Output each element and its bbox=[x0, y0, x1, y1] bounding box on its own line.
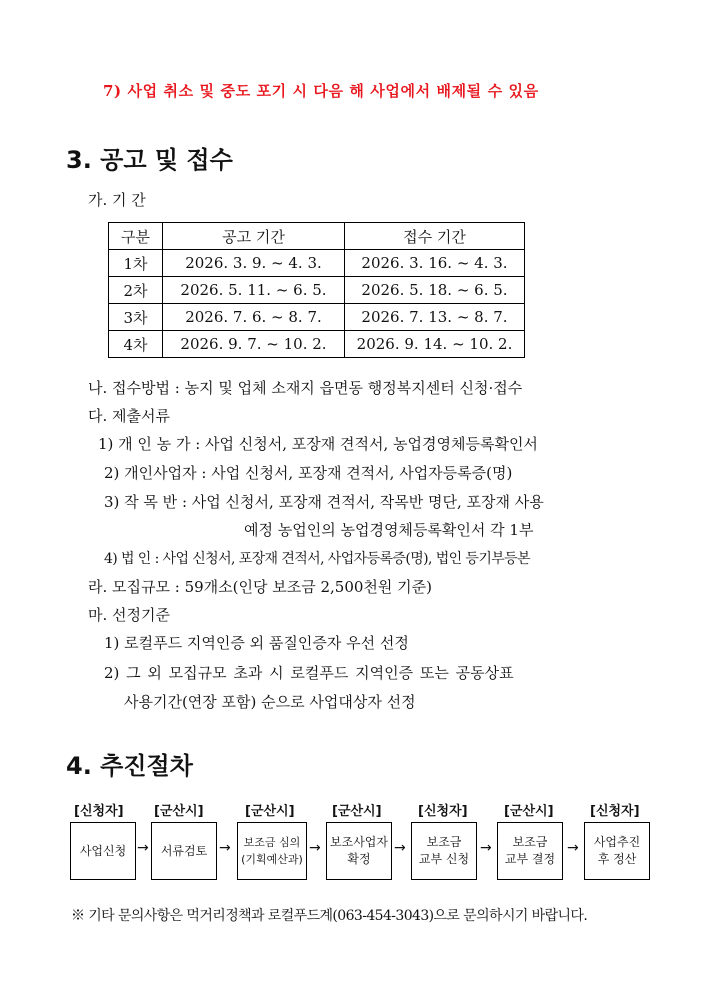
step-box-confirm bbox=[326, 822, 392, 880]
doc-item-continuation: 예정 농업인의 농업경영체등록확인서 각 1부 bbox=[244, 521, 534, 539]
step-text: 서류검토 bbox=[160, 843, 208, 858]
table-header-cell: 구분 bbox=[109, 223, 163, 250]
step-actor-label: [군산시] bbox=[245, 804, 295, 819]
step-actor-label: [신청자] bbox=[418, 804, 468, 819]
step-actor-label: [군산시] bbox=[332, 804, 382, 819]
table-header-cell: 공고 기간 bbox=[163, 223, 345, 250]
notice-line: 7) 사업 취소 및 중도 포기 시 다음 해 사업에서 배제될 수 있음 bbox=[103, 82, 539, 100]
step-text: 교부 신청 bbox=[418, 852, 470, 866]
flow-arrow-icon: → bbox=[219, 840, 231, 856]
step-text: 교부 결정 bbox=[504, 852, 556, 866]
step-text: 보조금 bbox=[512, 835, 548, 849]
table-cell: 4차 bbox=[109, 331, 163, 358]
step-text: 보조금 심의 bbox=[243, 836, 301, 849]
table-cell: 2026. 9. 14. ~ 10. 2. bbox=[345, 331, 525, 358]
step-actor-label: [군산시] bbox=[504, 804, 554, 819]
table-cell: 2026. 3. 16. ~ 4. 3. bbox=[345, 250, 525, 277]
step-box-review bbox=[151, 822, 217, 880]
table-cell: 2026. 9. 7. ~ 10. 2. bbox=[163, 331, 345, 358]
flow-arrow-icon: → bbox=[309, 840, 321, 856]
section-4-title: 4. 추진절차 bbox=[66, 752, 193, 780]
flow-arrow-icon: → bbox=[394, 840, 406, 856]
doc-item: 1) 개 인 농 가 : 사업 신청서, 포장재 견적서, 농업경영체등록확인서 bbox=[98, 435, 538, 453]
period-table bbox=[108, 222, 525, 358]
table-row bbox=[109, 277, 525, 304]
doc-item: 3) 작 목 반 : 사업 신청서, 포장재 견적서, 작목반 명단, 포장재 사용 bbox=[104, 493, 544, 511]
criteria-item: 1) 로컬푸드 지역인증 외 품질인증자 우선 선정 bbox=[104, 634, 409, 652]
criteria-item-continuation: 사용기간(연장 포함) 순으로 사업대상자 선정 bbox=[124, 693, 416, 711]
criteria-item: 2) 그 외 모집규모 초과 시 로컬푸드 지역인증 또는 공동상표 bbox=[104, 664, 514, 682]
table-row bbox=[109, 250, 525, 277]
docs-heading: 다. 제출서류 bbox=[88, 407, 170, 425]
step-box-apply bbox=[70, 822, 136, 880]
period-heading: 가. 기 간 bbox=[88, 191, 146, 209]
table-cell: 2026. 5. 11. ~ 6. 5. bbox=[163, 277, 345, 304]
doc-item: 2) 개인사업자 : 사업 신청서, 포장재 견적서, 사업자등록증(명) bbox=[104, 464, 513, 482]
step-text: 사업신청 bbox=[79, 843, 127, 858]
table-cell: 2026. 3. 9. ~ 4. 3. bbox=[163, 250, 345, 277]
step-text: 보조사업자 bbox=[330, 835, 388, 849]
table-cell: 2026. 7. 13. ~ 8. 7. bbox=[345, 304, 525, 331]
table-cell: 2026. 5. 18. ~ 6. 5. bbox=[345, 277, 525, 304]
table-row bbox=[109, 331, 525, 358]
flow-arrow-icon: → bbox=[480, 840, 492, 856]
step-actor-label: [신청자] bbox=[74, 804, 124, 819]
step-text: (기획예산과) bbox=[241, 853, 303, 866]
table-cell: 2차 bbox=[109, 277, 163, 304]
footnote: ※ 기타 문의사항은 먹거리정책과 로컬푸드계(063-454-3043)으로 문의하시기 바랍니다. bbox=[71, 908, 588, 924]
step-box-grant-decision bbox=[497, 822, 563, 880]
step-text: 보조금 bbox=[426, 835, 462, 849]
step-text: 후 정산 bbox=[597, 852, 637, 866]
table-row bbox=[109, 304, 525, 331]
method-line: 나. 접수방법 : 농지 및 업체 소재지 읍면동 행정복지센터 신청·접수 bbox=[88, 379, 523, 397]
table-cell: 1차 bbox=[109, 250, 163, 277]
table-header-cell: 접수 기간 bbox=[345, 223, 525, 250]
table-header-row bbox=[109, 223, 525, 250]
step-box-deliberation bbox=[237, 822, 307, 880]
flow-arrow-icon: → bbox=[137, 840, 149, 856]
step-actor-label: [신청자] bbox=[590, 804, 640, 819]
step-box-grant-request bbox=[411, 822, 477, 880]
step-text: 사업추진 bbox=[593, 835, 641, 849]
step-text: 확정 bbox=[347, 852, 371, 866]
step-actor-label: [군산시] bbox=[154, 804, 204, 819]
section-3-title: 3. 공고 및 접수 bbox=[66, 146, 233, 174]
table-cell: 2026. 7. 6. ~ 8. 7. bbox=[163, 304, 345, 331]
step-box-settlement bbox=[584, 822, 650, 880]
table-cell: 3차 bbox=[109, 304, 163, 331]
flow-arrow-icon: → bbox=[567, 840, 579, 856]
criteria-heading: 마. 선정기준 bbox=[88, 606, 170, 624]
doc-item: 4) 법 인 : 사업 신청서, 포장재 견적서, 사업자등록증(명), 법인 등기부등본 bbox=[104, 551, 531, 567]
scale-line: 라. 모집규모 : 59개소(인당 보조금 2,500천원 기준) bbox=[88, 578, 433, 596]
